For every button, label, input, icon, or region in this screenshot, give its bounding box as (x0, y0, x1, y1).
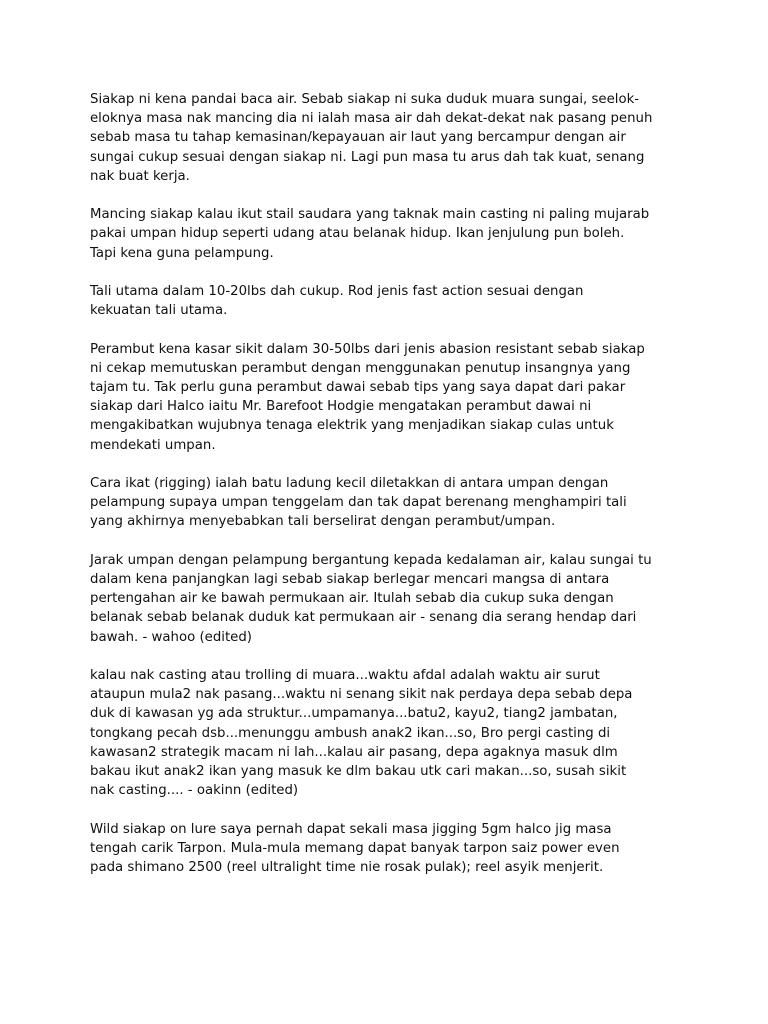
text-line: bawah. - wahoo (edited) (90, 629, 252, 645)
text-line: tongkang pecah dsb...menunggu ambush anak2 ikan...so, Bro pergi casting di (90, 725, 611, 741)
text-line: mendekati umpan. (90, 437, 216, 453)
text-line: dalam kena panjangkan lagi sebab siakap berlegar mencari mangsa di antara (90, 572, 610, 587)
paragraph-casting-muara (90, 666, 690, 800)
text-line: kalau nak casting atau trolling di muara...waktu afdal adalah waktu air surut (90, 668, 600, 683)
text-line: tajam tu. Tak perlu guna perambut dawai sebab tips yang saya dapat dari pakar (90, 380, 626, 395)
text-line: Cara ikat (rigging) ialah batu ladung kecil diletakkan di antara umpan dengan (90, 476, 609, 491)
text-line: bakau ikut anak2 ikan yang masuk ke dlm bakau utk cari makan...so, susah sikit (90, 764, 627, 780)
text-line: Perambut kena kasar sikit dalam 30-50lbs dari jenis abasion resistant sebab siakap (90, 341, 645, 357)
paragraph-wild-siakap (90, 820, 690, 878)
text-line: yang akhirnya menyebabkan tali berselirat dengan perambut/umpan. (90, 514, 556, 530)
text-line: sebab masa tu tahap kemasinan/kepayauan air laut yang bercampur dengan air (90, 130, 626, 146)
text-line: Tali utama dalam 10-20lbs dah cukup. Rod jenis fast action sesuai dengan (90, 284, 584, 299)
text-line: belanak sebab belanak duduk kat permukaan air - senang dia serang hendap dari (90, 610, 637, 626)
text-line: eloknya masa nak mancing dia ni ialah masa air dah dekat-dekat nak pasang penuh (90, 111, 653, 127)
document-page (90, 90, 690, 896)
paragraph-rigging (90, 474, 690, 532)
text-line: duk di kawasan yg ada struktur...umpamanya...batu2, kayu2, tiang2 jambatan, (90, 706, 618, 722)
text-line: ataupun mula2 nak pasang...waktu ni senang sikit nak perdaya depa sebab depa (90, 687, 633, 703)
text-line: pertengahan air ke bawah permukaan air. Itulah sebab dia cukup suka dengan (90, 591, 614, 607)
text-line: ni cekap memutuskan perambut dengan menggunakan penutup insangnya yang (90, 360, 631, 376)
paragraph-jarak-umpan (90, 551, 690, 647)
text-line: kawasan2 strategik macam ni lah...kalau air pasang, depa agaknya masuk dlm (90, 744, 618, 760)
paragraph-umpan-hidup (90, 205, 690, 263)
text-line: pada shimano 2500 (reel ultralight time nie rosak pulak); reel asyik menjerit. (90, 860, 604, 876)
text-line: Jarak umpan dengan pelampung bergantung kepada kedalaman air, kalau sungai tu (90, 552, 652, 568)
text-line: pakai umpan hidup seperti udang atau belanak hidup. Ikan jenjulung pun boleh. (90, 226, 625, 242)
text-line: Tapi kena guna pelampung. (90, 245, 274, 261)
text-line: siakap dari Halco iaitu Mr. Barefoot Hodgie mengatakan perambut dawai ni (90, 399, 592, 415)
text-line: nak casting.... - oakinn (edited) (90, 783, 299, 799)
paragraph-perambut (90, 340, 690, 455)
text-line: nak buat kerja. (90, 168, 190, 184)
text-line: tengah carik Tarpon. Mula-mula memang dapat banyak tarpon saiz power even (90, 840, 620, 856)
paragraph-tali-utama (90, 282, 690, 320)
text-line: mengakibatkan wujubnya tenaga elektrik yang menjadikan siakap culas untuk (90, 418, 614, 434)
text-line: Wild siakap on lure saya pernah dapat sekali masa jigging 5gm halco jig masa (90, 821, 612, 837)
text-line: kekuatan tali utama. (90, 303, 228, 319)
text-line: sungai cukup sesuai dengan siakap ni. Lagi pun masa tu arus dah tak kuat, senang (90, 149, 645, 165)
text-line: pelampung supaya umpan tenggelam dan tak dapat berenang menghampiri tali (90, 495, 627, 511)
text-line: Mancing siakap kalau ikut stail saudara yang taknak main casting ni paling mujarab (90, 207, 650, 223)
paragraph-siakap-air (90, 90, 690, 186)
text-line: Siakap ni kena pandai baca air. Sebab siakap ni suka duduk muara sungai, seelok- (90, 92, 640, 107)
